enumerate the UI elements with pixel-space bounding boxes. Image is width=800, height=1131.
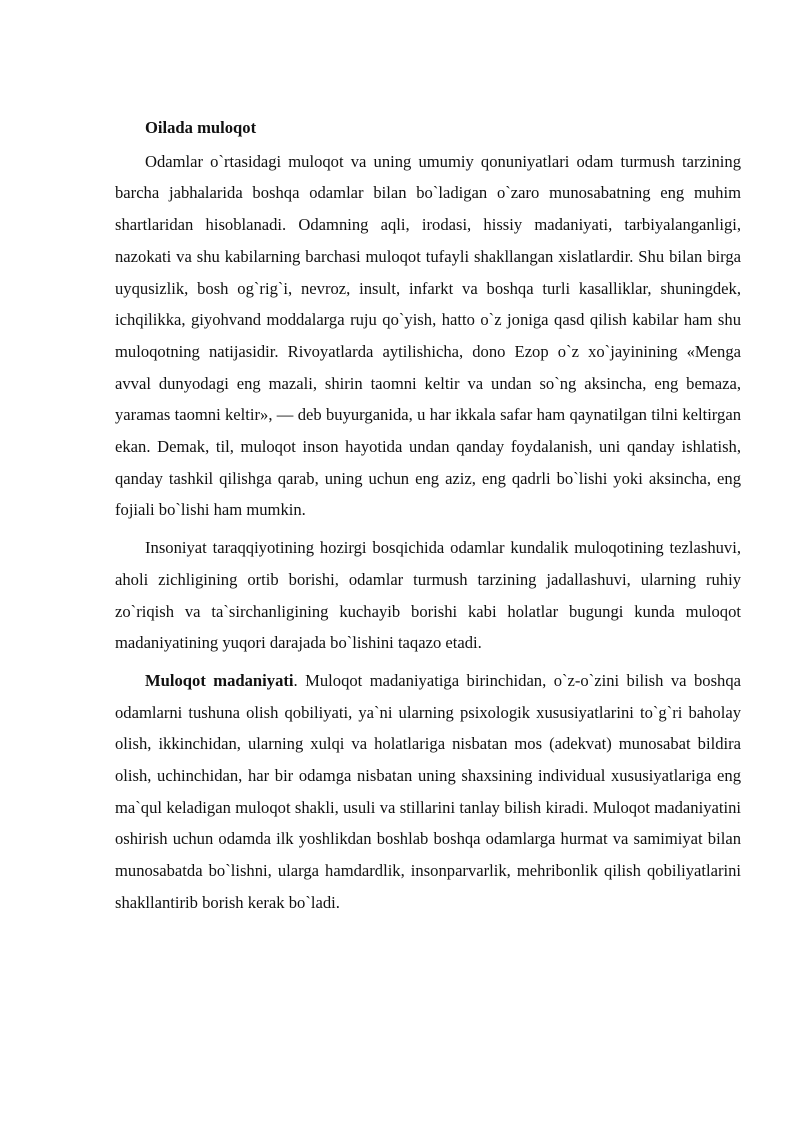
document-page: [115, 112, 741, 925]
paragraph-2: Insoniyat taraqqiyotining hozirgi bosqichida odamlar kundalik muloqotining tezlashuvi, aholi zichligining ortib borishi, odamlar turmush tarzining jadallashuvi, ularning ruhiy zo`riqish va ta`sirchanligining kuchayib borishi kabi holatlar bugungi kunda muloqot madaniyatining yuqori darajada bo`lishini taqazo etadi.: [115, 538, 741, 653]
term-muloqot-madaniyati: Muloqot madaniyati: [145, 670, 294, 690]
paragraph-3: [115, 665, 741, 919]
paragraph-1: Odamlar o`rtasidagi muloqot va uning umumiy qonuniyatlari odam turmush tarzining barcha jabhalarida boshqa odamlar bilan bo`ladigan o`zaro munosabatning eng muhim shartlaridan hisoblanadi. Odamning aqli, irodasi, hissiy madaniyati, tarbiyalanganligi, nazokati va shu kabilarning barchasi muloqot tufayli shakllangan xislatlardir. Shu bilan birga uyqusizlik, bosh og`rig`i, nevroz, insult, infarkt va boshqa turli kasalliklar, shuningdek, ichqilikka, giyohvand moddalarga ruju qo`yish, hatto o`z joniga qasd qilish kabilar ham shu muloqotning natijasidir. Rivoyatlarda aytilishicha, dono Ezop o`z xo`jayinining «Menga avval dunyodagi eng mazali, shirin taomni keltir va undan so`ng aksincha, eng bemaza, yaramas taomni keltir», — deb buyurganida, u har ikkala safar ham qaynatilgan tilni keltirgan ekan. Demak, til, muloqot inson hayotida undan qanday foydalanish, uni qanday ishlatish, qanday tashkil qilishga qarab, uning uchun eng aziz, eng qadrli bo`lishi yoki aksincha, eng fojiali bo`lishi ham mumkin.: [115, 151, 741, 520]
section-heading: Oilada muloqot: [145, 118, 257, 137]
paragraph-3-text: . Muloqot madaniyatiga birinchidan, o`z-o`zini bilish va boshqa odamlarni tushuna olish qobiliyati, ya`ni ularning psixologik xususiyatlarini to`g`ri baholay olish, ikkinchidan, ularning xulqi va holatlariga nisbatan mos (adekvat) munosabat bildira olish, uchinchidan, har bir odamga nisbatan uning shaxsining individual xususiyatlariga eng ma`qul keladigan muloqot shakli, usuli va stillarini tanlay bilish kiradi. Muloqot madaniyatini oshirish uchun odamda ilk yoshlikdan boshlab boshqa odamlarga hurmat va samimiyat bilan munosabatda bo`lishni, ularga hamdardlik, insonparvarlik, mehribonlik qilish qobiliyatlarini shakllantirib borish kerak bo`ladi.: [115, 670, 741, 912]
